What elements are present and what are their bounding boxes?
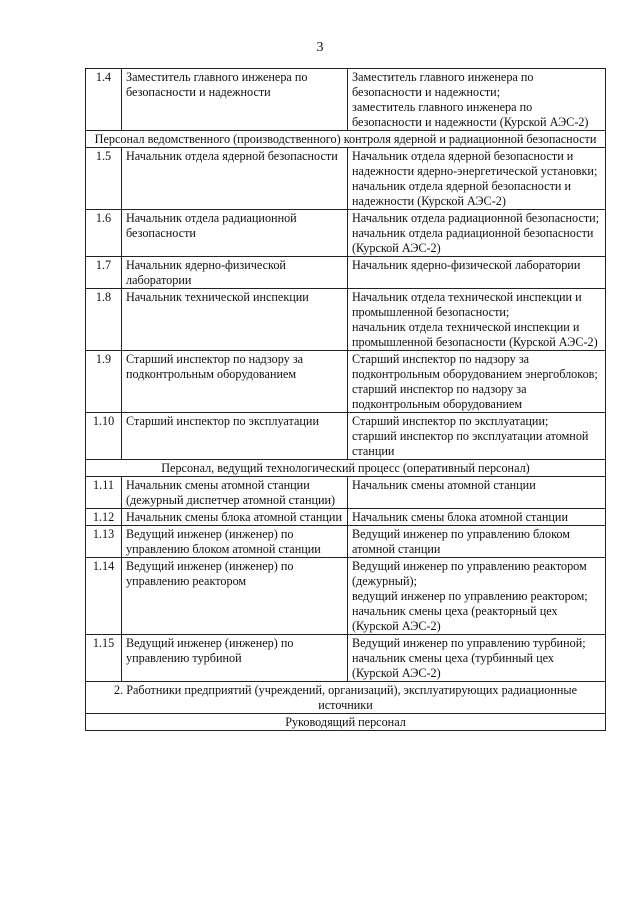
equivalent-position: Старший инспектор по эксплуатации;	[352, 414, 549, 428]
table-row	[86, 635, 606, 682]
row-number: 1.11	[86, 477, 122, 509]
table-row	[86, 558, 606, 635]
row-number: 1.13	[86, 526, 122, 558]
table-row	[86, 289, 606, 351]
equivalent-position: Ведущий инженер по управлению реактором (дежурный);	[352, 559, 587, 588]
equivalent-position: Старший инспектор по надзору за подконтрольным оборудованием энергоблоков;	[352, 352, 598, 381]
equivalent-positions	[348, 635, 606, 682]
equivalent-position: Начальник смены атомной станции	[352, 478, 536, 492]
equivalent-position: Начальник отдела ядерной безопасности и надежности ядерно-энергетической установки;	[352, 149, 598, 178]
equivalent-positions	[348, 148, 606, 210]
equivalent-position: Начальник смены блока атомной станции	[352, 510, 568, 524]
equivalent-position: Ведущий инженер по управлению турбиной;	[352, 636, 586, 650]
equivalent-position: Заместитель главного инженера по безопасности и надежности;	[352, 70, 534, 99]
row-number: 1.8	[86, 289, 122, 351]
equivalent-positions	[348, 69, 606, 131]
section-heading: Руководящий персонал	[86, 714, 606, 731]
row-number: 1.6	[86, 210, 122, 257]
equivalent-position: начальник отдела ядерной безопасности и надежности (Курской АЭС-2)	[352, 179, 572, 208]
equivalent-position: начальник отдела технической инспекции и промышленной безопасности (Курской АЭС-2)	[352, 320, 598, 349]
row-number: 1.10	[86, 413, 122, 460]
table-row	[86, 477, 606, 509]
position-title: Ведущий инженер (инженер) по управлению реактором	[122, 558, 348, 635]
equivalent-position: Начальник отдела технической инспекции и промышленной безопасности;	[352, 290, 582, 319]
table-row	[86, 413, 606, 460]
equivalent-positions	[348, 477, 606, 509]
table-row	[86, 210, 606, 257]
section-heading: 2. Работники предприятий (учреждений, организаций), эксплуатирующих радиационные источники	[86, 682, 606, 714]
equivalent-positions	[348, 413, 606, 460]
table-row	[86, 526, 606, 558]
equivalent-positions	[348, 509, 606, 526]
position-title: Начальник смены блока атомной станции	[122, 509, 348, 526]
equivalent-position: старший инспектор по надзору за подконтрольным оборудованием	[352, 382, 527, 411]
page-number: 3	[316, 40, 324, 55]
equivalent-position: начальник смены цеха (турбинный цех (Курской АЭС-2)	[352, 651, 554, 680]
equivalent-positions	[348, 289, 606, 351]
position-title: Начальник отдела ядерной безопасности	[122, 148, 348, 210]
position-title: Начальник ядерно-физической лаборатории	[122, 257, 348, 289]
equivalent-positions	[348, 351, 606, 413]
row-number: 1.4	[86, 69, 122, 131]
equivalent-position: старший инспектор по эксплуатации атомной станции	[352, 429, 589, 458]
position-title: Ведущий инженер (инженер) по управлению турбиной	[122, 635, 348, 682]
table-row	[86, 351, 606, 413]
table-row	[86, 69, 606, 131]
section-heading: Персонал ведомственного (производственного) контроля ядерной и радиационной безопасности	[86, 131, 606, 148]
position-title: Ведущий инженер (инженер) по управлению блоком атомной станции	[122, 526, 348, 558]
row-number: 1.14	[86, 558, 122, 635]
equivalent-positions	[348, 558, 606, 635]
section-heading-row	[86, 714, 606, 731]
equivalent-position: Ведущий инженер по управлению блоком атомной станции	[352, 527, 570, 556]
equivalent-position: Начальник ядерно-физической лаборатории	[352, 258, 581, 272]
equivalent-positions	[348, 257, 606, 289]
equivalent-position: Начальник отдела радиационной безопасности;	[352, 211, 600, 225]
position-title: Старший инспектор по надзору за подконтрольным оборудованием	[122, 351, 348, 413]
positions-table	[85, 68, 606, 731]
position-title: Начальник отдела радиационной безопасности	[122, 210, 348, 257]
positions-table-body	[86, 69, 606, 731]
row-number: 1.7	[86, 257, 122, 289]
table-row	[86, 257, 606, 289]
row-number: 1.5	[86, 148, 122, 210]
section-heading-row	[86, 682, 606, 714]
equivalent-position: заместитель главного инженера по безопасности и надежности (Курской АЭС-2)	[352, 100, 589, 129]
position-title: Начальник смены атомной станции (дежурный диспетчер атомной станции)	[122, 477, 348, 509]
equivalent-positions	[348, 210, 606, 257]
table-row	[86, 509, 606, 526]
row-number: 1.15	[86, 635, 122, 682]
section-heading-row	[86, 131, 606, 148]
section-heading-row	[86, 460, 606, 477]
table-row	[86, 148, 606, 210]
equivalent-position: ведущий инженер по управлению реактором;	[352, 589, 588, 603]
row-number: 1.9	[86, 351, 122, 413]
position-title: Начальник технической инспекции	[122, 289, 348, 351]
equivalent-position: начальник смены цеха (реакторный цех (Курской АЭС-2)	[352, 604, 558, 633]
section-heading: Персонал, ведущий технологический процесс (оперативный персонал)	[86, 460, 606, 477]
position-title: Старший инспектор по эксплуатации	[122, 413, 348, 460]
equivalent-positions	[348, 526, 606, 558]
row-number: 1.12	[86, 509, 122, 526]
position-title: Заместитель главного инженера по безопасности и надежности	[122, 69, 348, 131]
equivalent-position: начальник отдела радиационной безопасности (Курской АЭС-2)	[352, 226, 594, 255]
